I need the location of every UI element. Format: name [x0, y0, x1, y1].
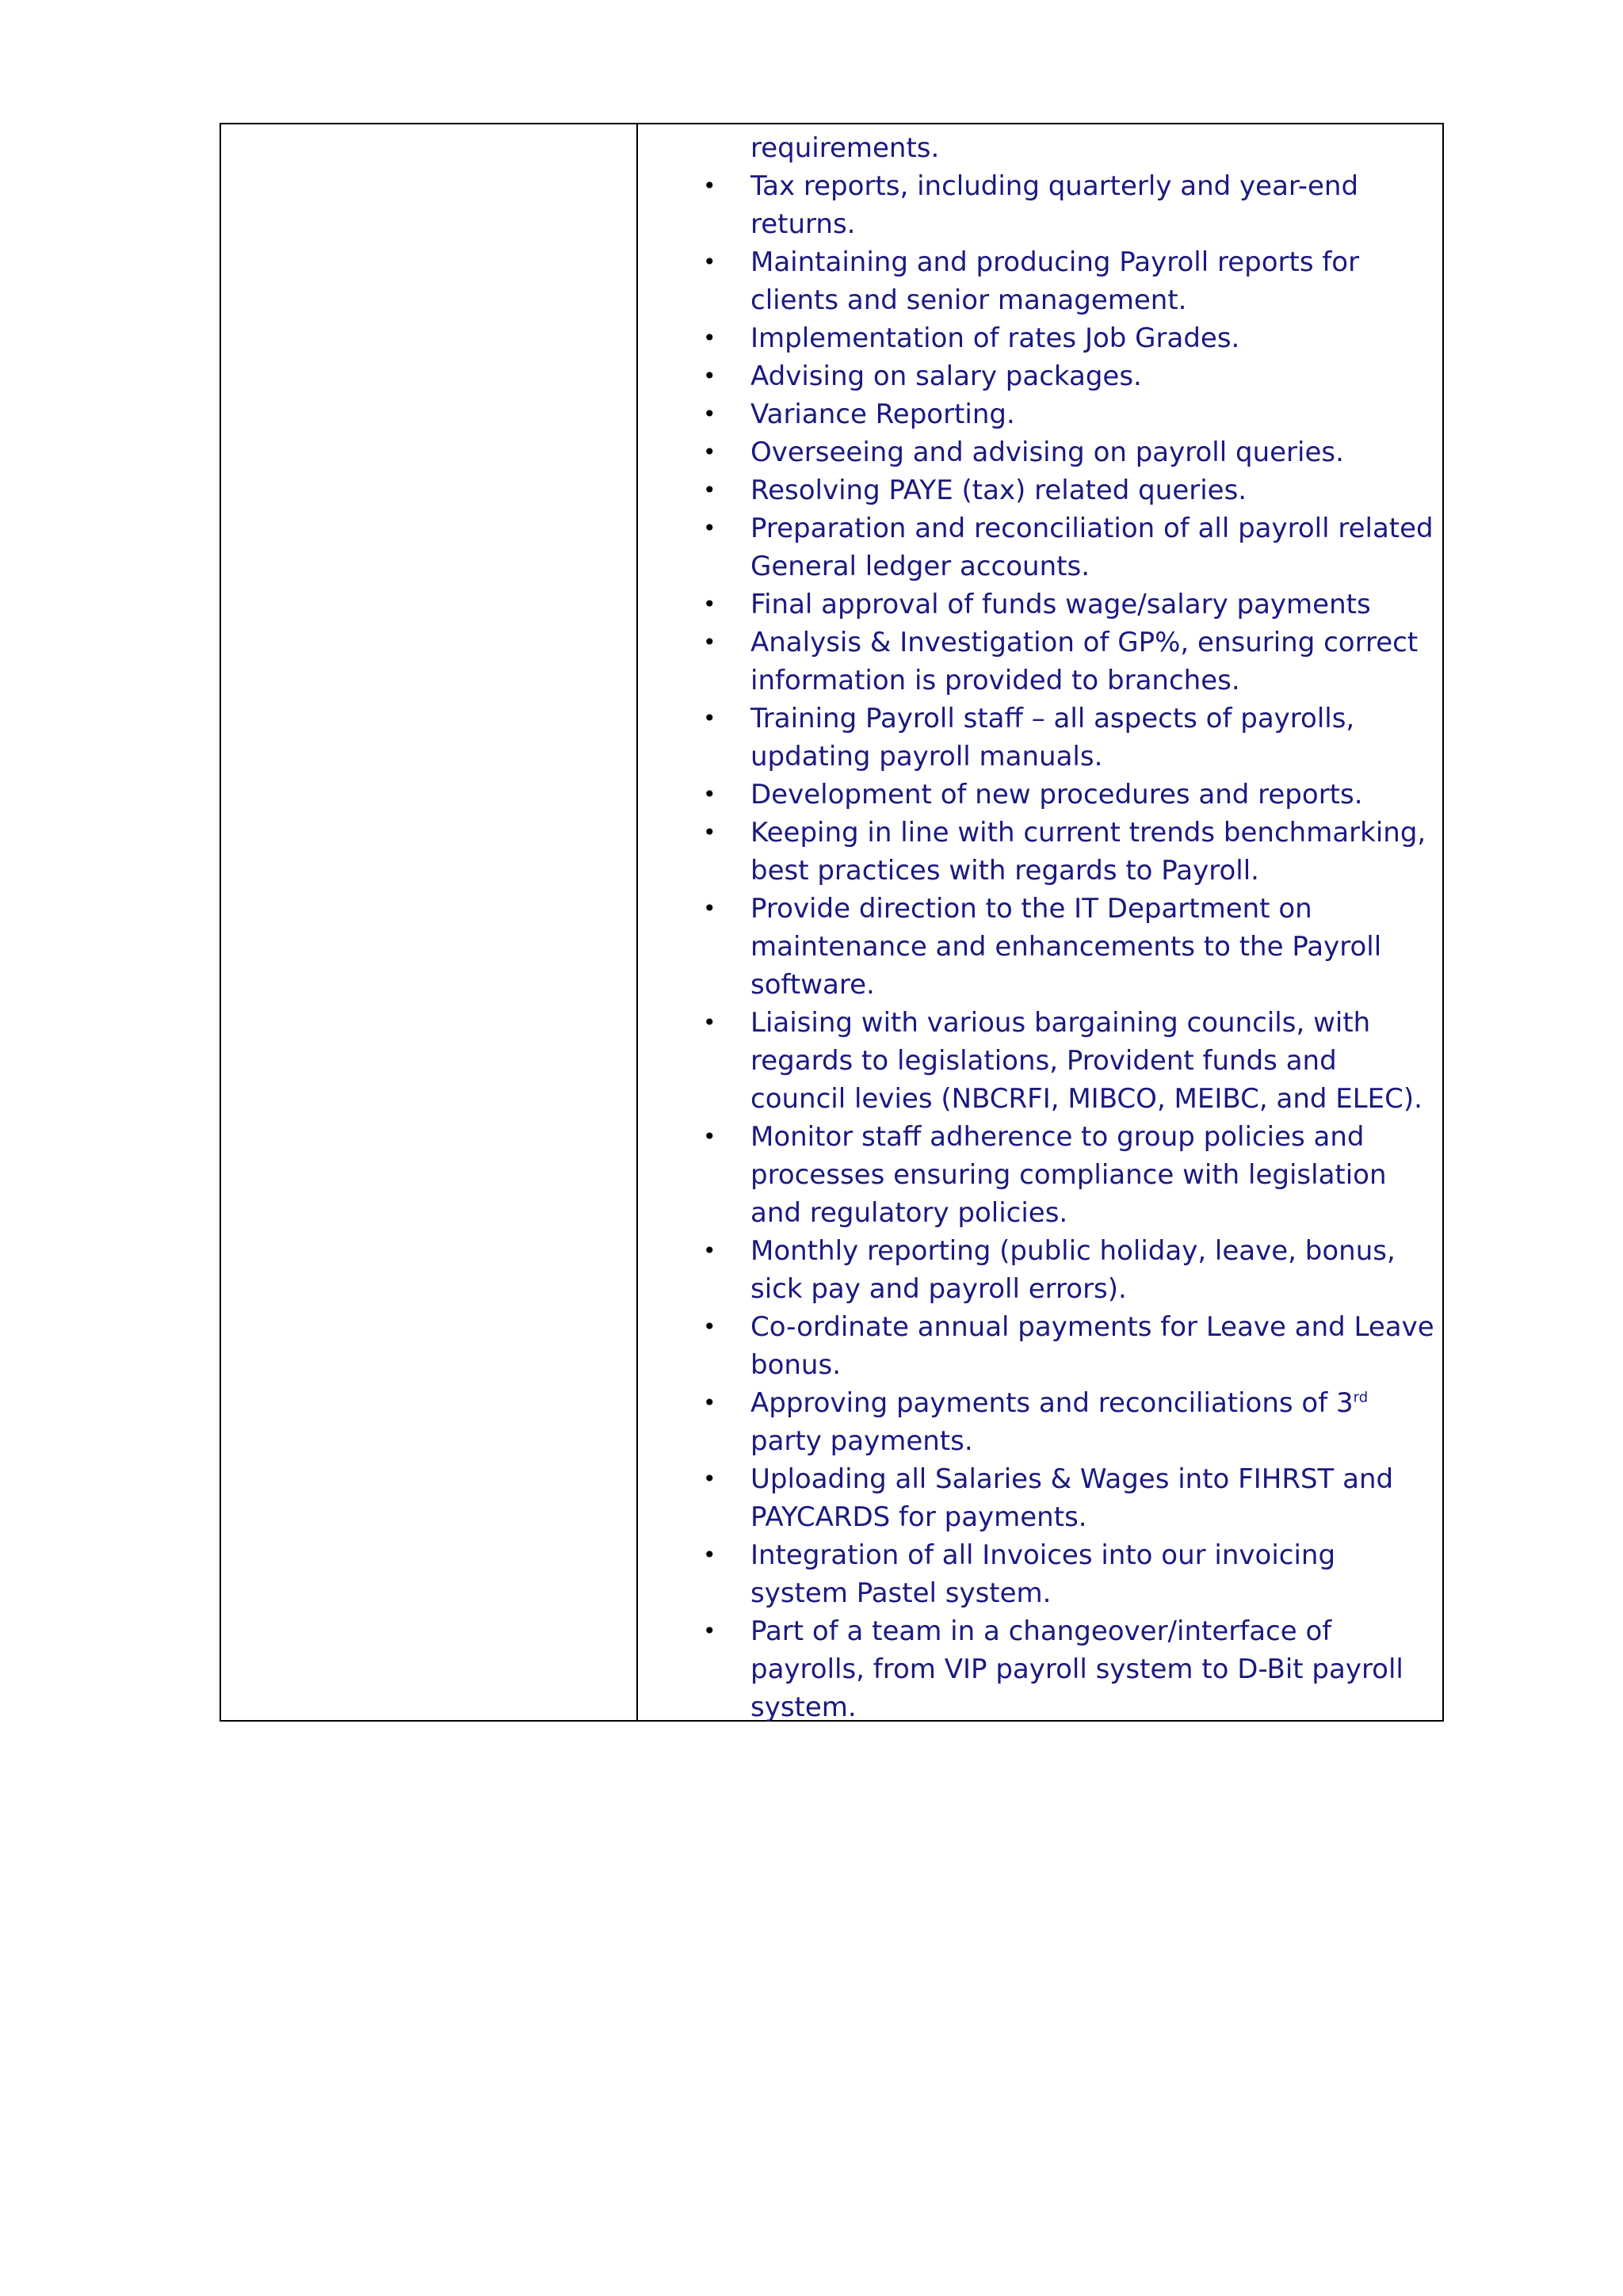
bullet-icon: •: [703, 173, 716, 199]
list-item: [638, 1004, 1442, 1118]
list-item: [638, 243, 1442, 319]
list-item: [638, 1308, 1442, 1384]
list-item-text: Monthly reporting (public holiday, leave, bonus, sick pay and payroll errors).: [750, 1235, 1396, 1305]
bullet-icon: •: [703, 325, 716, 351]
list-item: [638, 624, 1442, 700]
right-column-cell: [638, 124, 1442, 1723]
bullet-icon: •: [703, 1542, 716, 1568]
bullet-icon: •: [703, 1314, 716, 1340]
third-party-before: Approving payments and reconciliations of 3: [750, 1387, 1354, 1419]
list-item: [638, 1118, 1442, 1232]
list-item-text: Variance Reporting.: [750, 399, 1015, 430]
left-column-cell: [221, 124, 638, 1720]
experience-table: [220, 123, 1444, 1722]
list-item: [638, 1384, 1442, 1460]
list-item-text: Tax reports, including quarterly and year-end returns.: [750, 170, 1359, 240]
bullet-icon: •: [703, 439, 716, 465]
list-item: [638, 1232, 1442, 1308]
list-item-text: Advising on salary packages.: [750, 360, 1142, 392]
list-item-text: Provide direction to the IT Department on maintenance and enhancements to the Payroll software.: [750, 893, 1382, 1001]
list-item-text: Uploading all Salaries & Wages into FIHRST and PAYCARDS for payments.: [750, 1463, 1394, 1533]
bullet-icon: •: [703, 1390, 716, 1416]
bullet-icon: •: [703, 895, 716, 921]
list-item-text: Part of a team in a changeover/interface of payrolls, from VIP payroll system to D-Bit payroll system.: [750, 1615, 1403, 1723]
bullet-icon: •: [703, 1618, 716, 1644]
bullet-icon: •: [703, 819, 716, 845]
list-item: [638, 395, 1442, 433]
bullet-icon: •: [703, 781, 716, 807]
list-item: [638, 319, 1442, 357]
list-item-text: Keeping in line with current trends benchmarking, best practices with regards to Payroll.: [750, 817, 1426, 887]
list-item: [638, 700, 1442, 776]
bullet-icon: •: [703, 1123, 716, 1150]
bullet-icon: •: [703, 1466, 716, 1492]
list-item-text: Analysis & Investigation of GP%, ensuring correct information is provided to branches.: [750, 627, 1419, 696]
list-item: [638, 471, 1442, 509]
bullet-icon: •: [703, 1238, 716, 1264]
bullet-icon: •: [703, 477, 716, 503]
list-item-text: Training Payroll staff – all aspects of payrolls, updating payroll manuals.: [750, 703, 1355, 772]
third-party-after: party payments.: [750, 1425, 973, 1457]
bullet-icon: •: [703, 249, 716, 275]
bullet-icon: •: [703, 705, 716, 731]
list-item: [638, 585, 1442, 624]
list-item-text: Integration of all Invoices into our invoicing system Pastel system.: [750, 1539, 1336, 1609]
bullet-icon: •: [703, 515, 716, 541]
list-item-text: Liaising with various bargaining councils, with regards to legislations, Provident funds and council levies (NBCRFI, MIBCO, MEIBC, and ELEC).: [750, 1007, 1423, 1115]
ordinal-suffix: rd: [1353, 1389, 1369, 1406]
list-item-text: Overseeing and advising on payroll queries.: [750, 437, 1344, 468]
list-item-text: Final approval of funds wage/salary payments: [750, 589, 1371, 620]
list-item: [638, 1536, 1442, 1612]
list-item: [638, 890, 1442, 1004]
bullet-icon: •: [703, 591, 716, 617]
bullet-icon: •: [703, 1009, 716, 1035]
list-item: [638, 357, 1442, 395]
list-item: [638, 1612, 1442, 1726]
list-item-text: Preparation and reconciliation of all payroll related General ledger accounts.: [750, 513, 1434, 582]
list-item: [638, 814, 1442, 890]
list-item-text: Maintaining and producing Payroll reports for clients and senior management.: [750, 246, 1360, 316]
list-item-text: Development of new procedures and reports.: [750, 779, 1363, 810]
list-item-text: Co-ordinate annual payments for Leave and Leave bonus.: [750, 1311, 1434, 1381]
list-item: [638, 1460, 1442, 1536]
list-item: [638, 433, 1442, 471]
list-item: [638, 776, 1442, 814]
list-item-text: Monitor staff adherence to group policies and processes ensuring compliance with legislation and regulatory policies.: [750, 1121, 1387, 1229]
list-item: [638, 167, 1442, 243]
list-item: [638, 509, 1442, 585]
bullet-icon: •: [703, 401, 716, 427]
continuation-text: requirements.: [750, 132, 940, 164]
list-item-text: Implementation of rates Job Grades.: [750, 322, 1240, 354]
bullet-icon: •: [703, 363, 716, 389]
duties-list: [638, 129, 1442, 1726]
bullet-icon: •: [703, 629, 716, 655]
list-item-text: Resolving PAYE (tax) related queries.: [750, 475, 1247, 506]
